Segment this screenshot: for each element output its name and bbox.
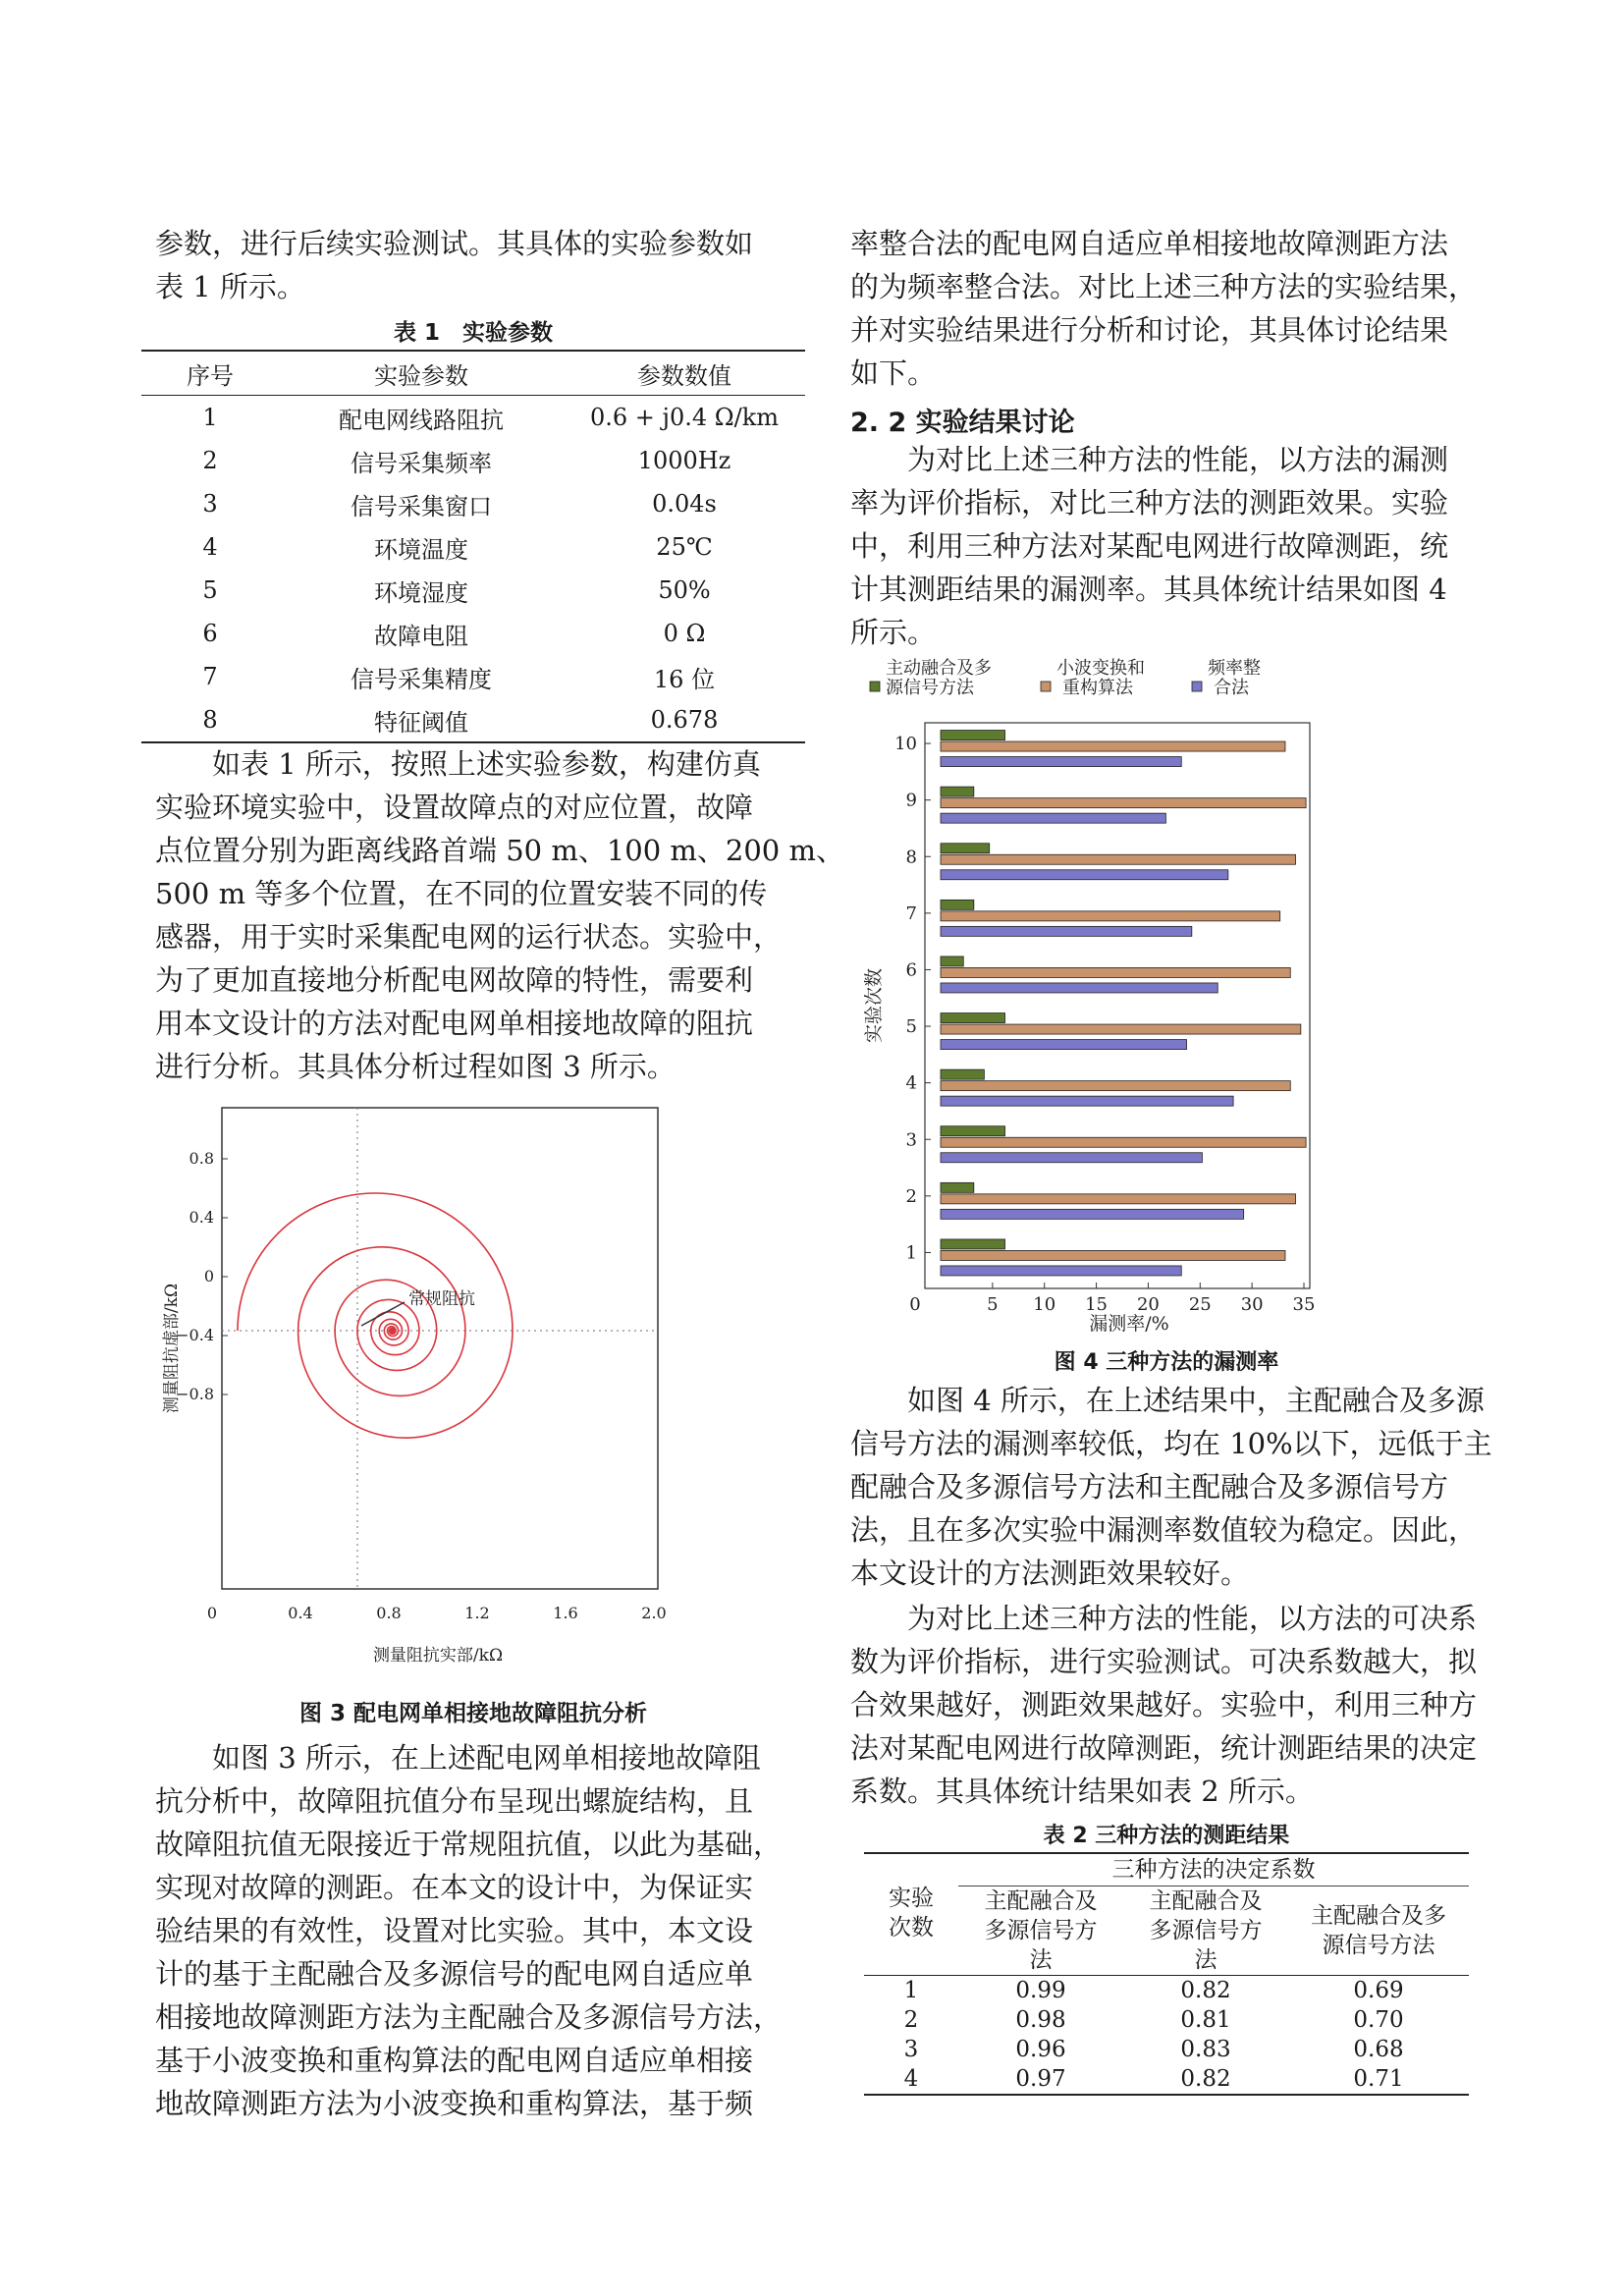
table-cell: 0.6 + j0.4 Ω/km: [589, 404, 780, 431]
table-header-cell: [958, 1886, 1123, 1976]
table-cell: 环境湿度: [374, 578, 468, 607]
table-cell: 0.96: [1015, 2037, 1066, 2062]
table-cell: 3: [903, 2037, 919, 2062]
bar-series-3: [941, 813, 1165, 823]
text-line: 法: [1194, 1947, 1217, 1973]
text-line: 抗分析中，故障阻抗值分布呈现出螺旋结构，且: [155, 1784, 754, 1818]
text-line: 感器，用于实时采集配电网的运行状态。实验中，: [155, 920, 783, 954]
x-tick-label: 0.4: [288, 1604, 313, 1622]
text-line: 主配融合及: [1149, 1888, 1263, 1914]
table-cell: 0.98: [1015, 2007, 1066, 2033]
table1: [141, 350, 805, 743]
text-line: 多源信号方: [984, 1918, 1098, 1943]
left-paragraph-2: [155, 742, 844, 1088]
y-tick-label: 9: [905, 790, 917, 811]
legend-swatch: [870, 682, 880, 691]
table2-caption: 表 2 三种方法的测距结果: [1043, 1824, 1290, 1848]
bar-series-3: [941, 870, 1228, 880]
text-line: 配融合及多源信号方法和主配融合及多源信号方: [850, 1470, 1449, 1503]
text-line: 本文设计的方法测距效果较好。: [850, 1557, 1250, 1590]
y-tick-label: 0.4: [189, 1208, 214, 1227]
text-line: 实验: [889, 1886, 934, 1911]
table-row: [141, 525, 805, 569]
table-header-cell: [1123, 1886, 1288, 1976]
table-row: [864, 2035, 1469, 2064]
table-cell: 0.71: [1353, 2066, 1404, 2092]
x-tick-label: 35: [1292, 1294, 1316, 1315]
x-axis-label: 测量阻抗实部/kΩ: [372, 1646, 504, 1666]
table-row: [141, 698, 805, 742]
text-line: 参数，进行后续实验测试。其具体的实验参数如: [155, 227, 754, 260]
fig3-impedance-plot: [147, 1098, 677, 1687]
table-row: [141, 439, 805, 482]
x-tick-label: 2.0: [641, 1604, 667, 1622]
text-line: 率整合法的配电网自适应单相接地故障测距方法: [850, 227, 1449, 260]
bar-series-1: [941, 731, 1005, 740]
text-line: 为对比上述三种方法的性能，以方法的漏测: [850, 443, 1449, 476]
table-cell: 16 位: [653, 665, 716, 693]
text-line: 实现对故障的测距。在本文的设计中，为保证实: [155, 1871, 754, 1904]
table-row: [864, 1976, 1469, 2006]
table-cell: 信号采集窗口: [351, 492, 492, 520]
bar-series-1: [941, 844, 990, 853]
x-tick-label: 1.6: [553, 1604, 578, 1622]
table-row: [141, 612, 805, 655]
fig3-caption: 图 3 配电网单相接地故障阻抗分析: [298, 1701, 648, 1726]
table-cell: 0.04s: [652, 490, 717, 518]
bar-series-2: [941, 1194, 1296, 1204]
bar-series-2: [941, 854, 1296, 864]
x-tick-label: 0: [206, 1604, 218, 1622]
table-cell: 环境温度: [374, 535, 468, 564]
text-line: 表 1 所示。: [155, 270, 305, 303]
table-cell: 25℃: [656, 533, 713, 561]
text-line: 点位置分别为距离线路首端 50 m、100 m、200 m、: [155, 834, 844, 867]
table-header-cell: 参数数值: [637, 361, 731, 390]
text-line: 主配融合及多: [1311, 1903, 1446, 1929]
bar-series-1: [941, 1182, 974, 1192]
x-tick-label: 0.8: [376, 1604, 402, 1622]
text-line: 进行分析。其具体分析过程如图 3 所示。: [155, 1050, 676, 1083]
x-axis-label: 漏测率/%: [1089, 1313, 1169, 1334]
bar-series-2: [941, 741, 1285, 751]
text-line: 如图 4 所示，在上述结果中，主配融合及多源: [850, 1384, 1485, 1417]
text-line: 验结果的有效性，设置对比实验。其中，本文设: [155, 1914, 754, 1947]
bar-series-3: [941, 1096, 1233, 1106]
table-cell: 2: [903, 2007, 919, 2033]
right-paragraph-2: [850, 438, 1483, 654]
plot-frame: [222, 1108, 658, 1589]
y-axis-label: 实验次数: [863, 967, 885, 1044]
text-line: 计其测距结果的漏测率。其具体统计结果如图 4: [850, 573, 1447, 606]
x-tick-label: 20: [1136, 1294, 1160, 1315]
text-line: 用本文设计的方法对配电网单相接地故障的阻抗: [155, 1007, 754, 1040]
text-line: 法对某配电网进行故障测距，统计测距结果的决定: [850, 1731, 1478, 1765]
text-line: 合效果越好，测距效果越好。实验中，利用三种方: [850, 1688, 1478, 1722]
y-axis-label: 测量阻抗虚部/kΩ: [162, 1283, 182, 1414]
annotation-label: 常规阻抗: [408, 1289, 475, 1309]
table-cell: 0.678: [650, 706, 719, 734]
table-row: [141, 396, 805, 440]
x-tick-label: 30: [1240, 1294, 1264, 1315]
text-line: 相接地故障测距方法为主配融合及多源信号方法，: [155, 2000, 783, 2034]
bar-series-2: [941, 1137, 1306, 1147]
text-line: 故障阻抗值无限接近于常规阻抗值，以此为基础，: [155, 1828, 783, 1861]
table-row: [141, 655, 805, 698]
bar-series-3: [941, 1209, 1244, 1219]
table-cell: 信号采集频率: [351, 449, 492, 477]
table-cell: 0.82: [1180, 2066, 1231, 2092]
bar-series-1: [941, 900, 974, 909]
y-tick-label: 8: [905, 847, 917, 868]
text-line: 为了更加直接地分析配电网故障的特性，需要利: [155, 963, 754, 997]
table-cell: 4: [202, 533, 218, 561]
right-paragraph-4: [850, 1597, 1483, 1813]
table-cell: 0.99: [1015, 1978, 1066, 2003]
y-tick-label: 0: [203, 1267, 214, 1285]
text-line: 如图 3 所示，在上述配电网单相接地故障阻: [155, 1741, 761, 1775]
table-row: [141, 482, 805, 525]
row-header-cell: [864, 1853, 958, 1976]
text-line: 并对实验结果进行分析和讨论，其具体讨论结果: [850, 313, 1449, 347]
table-row: [864, 2005, 1469, 2035]
text-line: 次数: [889, 1915, 934, 1941]
fig4-bar-chart: [852, 656, 1324, 1334]
legend-label: 频率整: [1208, 658, 1261, 679]
y-tick-label: 6: [905, 959, 917, 981]
table2: [864, 1852, 1469, 2096]
bar-series-1: [941, 1069, 984, 1079]
y-tick-label: −0.4: [176, 1326, 214, 1344]
table-cell: 故障电阻: [374, 622, 468, 650]
bar-series-1: [941, 1013, 1005, 1023]
table1-caption: 表 1 实验参数: [393, 320, 553, 346]
bar-series-2: [941, 1250, 1285, 1260]
y-tick-label: 5: [905, 1016, 917, 1038]
text-line: 地故障测距方法为小波变换和重构算法，基于频: [155, 2087, 754, 2120]
table-cell: 8: [202, 706, 218, 734]
bar-series-1: [941, 1239, 1005, 1249]
table-cell: 0.83: [1180, 2037, 1231, 2062]
text-line: 的为频率整合法。对比上述三种方法的实验结果，: [850, 270, 1478, 303]
legend-swatch: [1192, 682, 1202, 691]
x-tick-label: 10: [1033, 1294, 1056, 1315]
table-cell: 3: [202, 490, 218, 518]
text-line: 数为评价指标，进行实验测试。可决系数越大，拟: [850, 1645, 1478, 1678]
table-cell: 2: [202, 447, 218, 474]
table-cell: 0.69: [1353, 1978, 1404, 2003]
table-header-cell: 实验参数: [374, 361, 468, 390]
table-cell: 1000Hz: [637, 447, 731, 474]
bar-series-2: [941, 1081, 1290, 1091]
text-line: 源信号方法: [1322, 1933, 1435, 1958]
bar-series-3: [941, 1040, 1187, 1050]
table-cell: 0.68: [1353, 2037, 1404, 2062]
bar-series-1: [941, 1126, 1005, 1136]
bar-series-2: [941, 911, 1280, 921]
bar-series-2: [941, 1024, 1301, 1034]
bar-series-3: [941, 1153, 1202, 1163]
group-header-cell: 三种方法的决定系数: [958, 1853, 1469, 1886]
table-cell: 0.97: [1015, 2066, 1066, 2092]
x-tick-label: 0: [909, 1294, 921, 1315]
text-line: 中，利用三种方法对某配电网进行故障测距，统: [850, 529, 1449, 563]
table-cell: 4: [903, 2066, 919, 2092]
text-line: 如表 1 所示，按照上述实验参数，构建仿真: [155, 747, 761, 781]
y-tick-label: 10: [894, 734, 917, 755]
table-cell: 特征阈值: [374, 708, 468, 737]
text-line: 基于小波变换和重构算法的配电网自适应单相接: [155, 2044, 754, 2077]
bar-series-3: [941, 983, 1217, 993]
legend-label: 主动融合及多: [886, 658, 992, 679]
x-tick-label: 25: [1188, 1294, 1212, 1315]
x-tick-label: 5: [987, 1294, 999, 1315]
text-line: 主配融合及: [984, 1888, 1098, 1914]
x-tick-label: 1.2: [464, 1604, 490, 1622]
table-cell: 1: [202, 404, 218, 431]
table-header-cell: 序号: [187, 361, 234, 390]
legend-swatch: [1041, 682, 1051, 691]
table-row: [864, 2064, 1469, 2095]
text-line: 实验环境实验中，设置故障点的对应位置，故障: [155, 791, 754, 824]
bar-series-2: [941, 967, 1290, 977]
text-line: 法: [1029, 1947, 1053, 1973]
text-line: 信号方法的漏测率较低，均在 10%以下，远低于主: [850, 1427, 1492, 1460]
text-line: 所示。: [850, 616, 937, 649]
bar-series-3: [941, 1266, 1181, 1276]
y-tick-label: 3: [905, 1129, 917, 1151]
fig4-caption: 图 4 三种方法的漏测率: [1054, 1350, 1279, 1375]
y-tick-label: 0.8: [189, 1149, 214, 1168]
y-tick-label: 4: [905, 1072, 917, 1094]
text-line: 500 m 等多个位置，在不同的位置安装不同的传: [155, 877, 768, 910]
impedance-spiral: [238, 1193, 513, 1438]
left-paragraph-3: [155, 1736, 791, 2125]
table-cell: 5: [202, 576, 218, 604]
table-cell: 配电网线路阻抗: [339, 406, 504, 434]
text-line: 法，且在多次实验中漏测率数值较为稳定。因此，: [850, 1513, 1478, 1547]
table-cell: 1: [903, 1978, 919, 2003]
bar-series-3: [941, 757, 1181, 767]
text-line: 如下。: [850, 356, 937, 390]
table-cell: 0 Ω: [663, 620, 706, 647]
table-header-cell: [1288, 1886, 1469, 1976]
text-line: 计的基于主配融合及多源信号的配电网自适应单: [155, 1957, 754, 1991]
text-line: 多源信号方: [1149, 1918, 1263, 1943]
bar-series-1: [941, 787, 974, 796]
legend-label: 小波变换和: [1056, 658, 1145, 679]
y-tick-label: 1: [905, 1242, 917, 1264]
table-cell: 50%: [658, 576, 711, 604]
legend-label: 重构算法: [1062, 678, 1133, 698]
table-header-row: [141, 351, 805, 396]
table-cell: 信号采集精度: [351, 665, 492, 693]
section-heading: 2. 2 实验结果讨论: [850, 408, 1075, 438]
table-cell: 0.70: [1353, 2007, 1404, 2033]
table-cell: 0.81: [1180, 2007, 1231, 2033]
right-paragraph-1: [850, 222, 1483, 395]
table-cell: 7: [202, 663, 218, 690]
legend-label: 合法: [1214, 678, 1249, 698]
text-line: 率为评价指标，对比三种方法的测距效果。实验: [850, 486, 1449, 519]
text-line: 系数。其具体统计结果如表 2 所示。: [850, 1775, 1314, 1808]
y-tick-label: 7: [905, 902, 917, 924]
legend-label: 源信号方法: [886, 678, 974, 698]
table-row: [141, 569, 805, 612]
y-tick-label: 2: [905, 1185, 917, 1207]
bar-series-1: [941, 957, 963, 966]
left-paragraph-1: [155, 222, 791, 308]
text-line: 为对比上述三种方法的性能，以方法的可决系: [850, 1602, 1478, 1635]
table-cell: 0.82: [1180, 1978, 1231, 2003]
table-header-row: [864, 1853, 1469, 1886]
bar-series-2: [941, 798, 1306, 808]
right-paragraph-3: [850, 1379, 1492, 1595]
table-cell: 6: [202, 620, 218, 647]
y-tick-label: −0.8: [176, 1385, 214, 1403]
x-tick-label: 15: [1085, 1294, 1109, 1315]
bar-series-3: [941, 926, 1192, 936]
